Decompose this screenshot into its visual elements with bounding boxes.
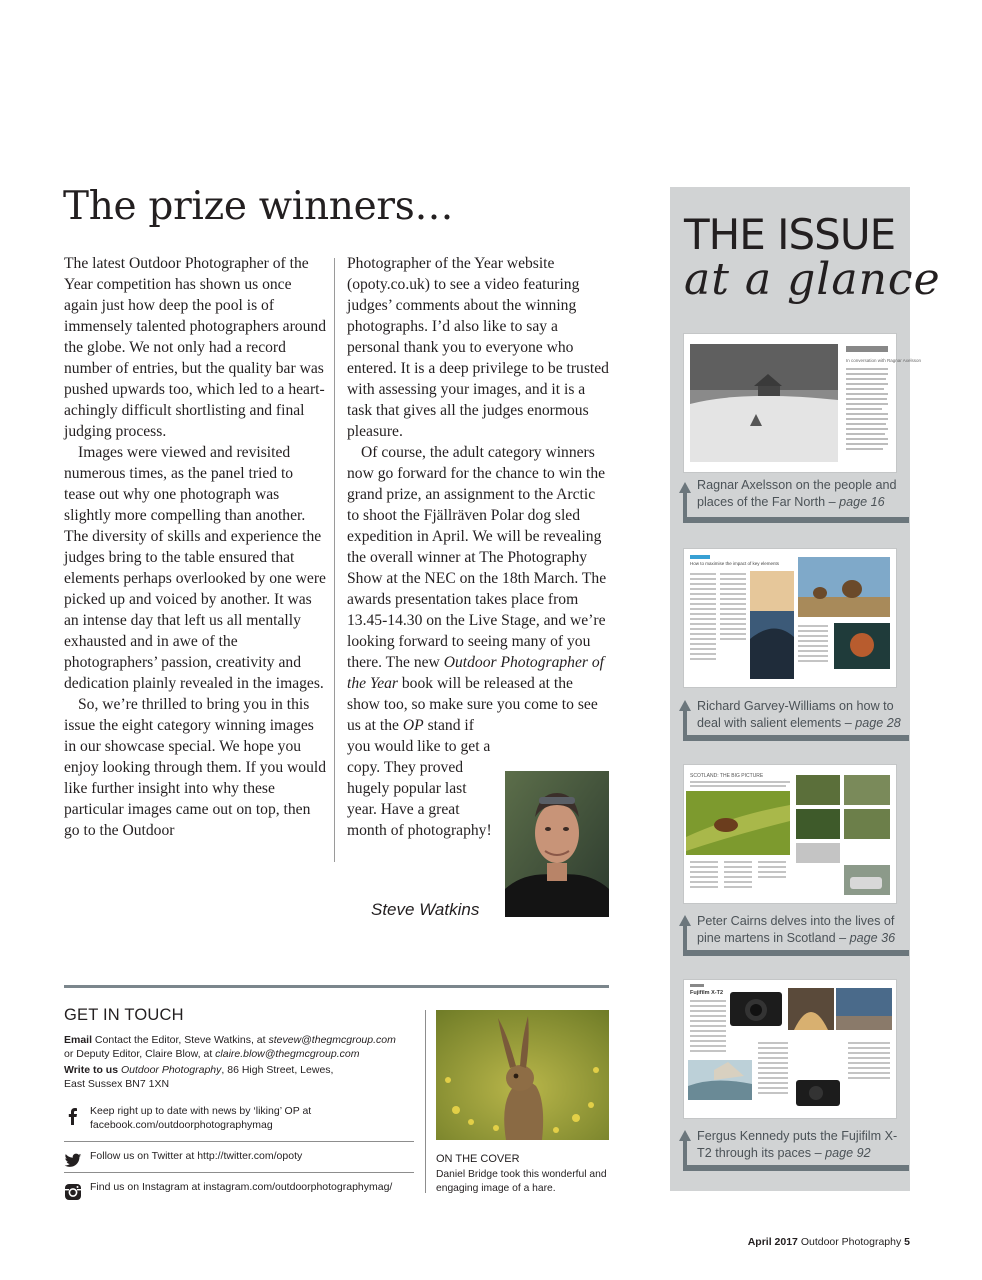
- thumb-heading: In conversation with Ragnar Axelsson: [846, 358, 922, 363]
- preview-caption-page-16: Ragnar Axelsson on the people and places of the Far North – page 16: [697, 478, 897, 509]
- twitter-row: Follow us on Twitter at http://twitter.com/opoty: [64, 1150, 414, 1178]
- page-title: The prize winners…: [63, 184, 454, 229]
- paragraph: The latest Outdoor Photographer of the Year competition has shown us once again just how deep the pool is of immensely talented photographers around the globe. We not only had a record number of entries, but the quality bar was pushed upwards too, which led to a heart-achingly difficult shortlisting and final judging process.: [64, 255, 326, 440]
- arrow-up-icon: [677, 697, 911, 743]
- cover-label: ON THE COVER: [436, 1153, 520, 1165]
- postal-address: Write to us Outdoor Photography, 86 High Street, Lewes, East Sussex BN7 1XN: [64, 1064, 334, 1090]
- preview-caption-page-36: Peter Cairns delves into the lives of pine martens in Scotland – page 36: [697, 914, 896, 945]
- thumb-heading: Fujifilm X-T2: [690, 990, 723, 996]
- body-column-2: [347, 253, 609, 841]
- instagram-icon[interactable]: [64, 1183, 82, 1201]
- facebook-icon[interactable]: [64, 1107, 82, 1125]
- paragraph: Of course, the adult category winners now go forward for the chance to win the grand prize, an assignment to the Arctic to shoot the Fjällräven Polar dog sled expedition in April. We will be revealing the overall winner at The Photography Show at the NEC on the 18th March. The awards presentation takes place from 13.45-14.30 on the Live Stage, and we’re looking forward to seeing many of you there. The new Outdoor Photographer of the Year book will be released at the show too, so make sure you come to see us at the OP stand if: [347, 444, 607, 734]
- paragraph: Photographer of the Year website (opoty.co.uk) to see a video featuring judges’ comments about the winning photographs. I’d also like to say a personal thank you to everyone who entered. It is a deep privilege to be trusted with assessing your images, and it is a task that gives all the judges enormous pleasure.: [347, 255, 609, 440]
- twitter-link[interactable]: http://twitter.com/opoty: [197, 1150, 303, 1162]
- preview-page-16[interactable]: [684, 334, 922, 472]
- facebook-row: Keep right up to date with news by ‘liking’ OP at facebook.com/outdoorphotographymag: [64, 1105, 414, 1133]
- page-number: 5: [904, 1236, 910, 1248]
- page-link[interactable]: page 36: [849, 930, 896, 945]
- thumb-heading: SCOTLAND: THE BIG PICTURE: [690, 773, 764, 779]
- page-link[interactable]: page 28: [855, 715, 901, 730]
- column-divider: [334, 258, 335, 862]
- divider: [64, 1141, 414, 1142]
- arrow-up-icon: [677, 912, 911, 958]
- facebook-link[interactable]: facebook.com/outdoorphotographymag: [90, 1118, 273, 1131]
- editor-email-link[interactable]: stevew@thegmcgroup.com: [268, 1034, 396, 1046]
- sidebar-subtitle: at a glance: [684, 254, 941, 305]
- cover-hare-image: [436, 1010, 609, 1140]
- column-divider: [425, 1010, 426, 1193]
- instagram-link[interactable]: instagram.com/outdoorphotographymag/: [203, 1181, 393, 1193]
- paragraph: Images were viewed and revisited numerous times, as the panel tried to tease out why one photograph was slightly more compelling than another. The diversity of skills and experience the judges bring to the table ensured that elements perhaps overlooked by one were picked up and voiced by another. It was an intense day that left us all mentally exhausted and in awe of the photographers’ passion, creativity and dedication plainly revealed in the images.: [64, 444, 326, 692]
- arrow-up-icon: [677, 479, 911, 525]
- divider: [64, 1172, 414, 1173]
- page-link[interactable]: page 92: [825, 1145, 871, 1160]
- paragraph: So, we’re thrilled to bring you in this issue the eight category winning images in our showcase special. We hope you enjoy looking through them. If you would like further insight into why these particular images came out on top, then go to the Outdoor: [64, 696, 327, 839]
- signature: Steve Watkins: [371, 900, 480, 919]
- editor-portrait: [505, 771, 609, 917]
- cover-caption: Daniel Bridge took this wonderful and engaging image of a hare.: [436, 1169, 607, 1194]
- page-footer: April 2017 Outdoor Photography 5: [747, 1236, 910, 1248]
- twitter-icon[interactable]: [64, 1152, 82, 1170]
- body-column-1: [64, 253, 328, 841]
- preview-page-28[interactable]: [684, 549, 896, 687]
- thumb-heading: How to maximise the impact of key elements: [690, 561, 780, 566]
- arrow-up-icon: [677, 1127, 911, 1173]
- get-in-touch-heading: GET IN TOUCH: [64, 1006, 184, 1024]
- sidebar-title: THE ISSUE: [684, 210, 896, 259]
- deputy-email-link[interactable]: claire.blow@thegmcgroup.com: [215, 1047, 360, 1060]
- section-divider: [64, 985, 609, 988]
- preview-caption-page-92: Fergus Kennedy puts the Fujifilm X-T2 through its paces – page 92: [697, 1129, 898, 1160]
- preview-caption-page-28: Richard Garvey-Williams on how to deal with salient elements – page 28: [697, 699, 901, 730]
- preview-page-36[interactable]: [684, 765, 896, 903]
- page-link[interactable]: page 16: [839, 494, 885, 509]
- paragraph-tail: you would like to get a copy. They proved hugely popular last year. Have a great month of photography!: [347, 738, 492, 839]
- instagram-row: Find us on Instagram at instagram.com/outdoorphotographymag/: [64, 1181, 414, 1209]
- email-contact: Email Contact the Editor, Steve Watkins, at stevew@thegmcgroup.com or Deputy Editor, Claire Blow, at claire.blow@thegmcgroup.com: [64, 1034, 396, 1060]
- preview-page-92[interactable]: [684, 980, 896, 1118]
